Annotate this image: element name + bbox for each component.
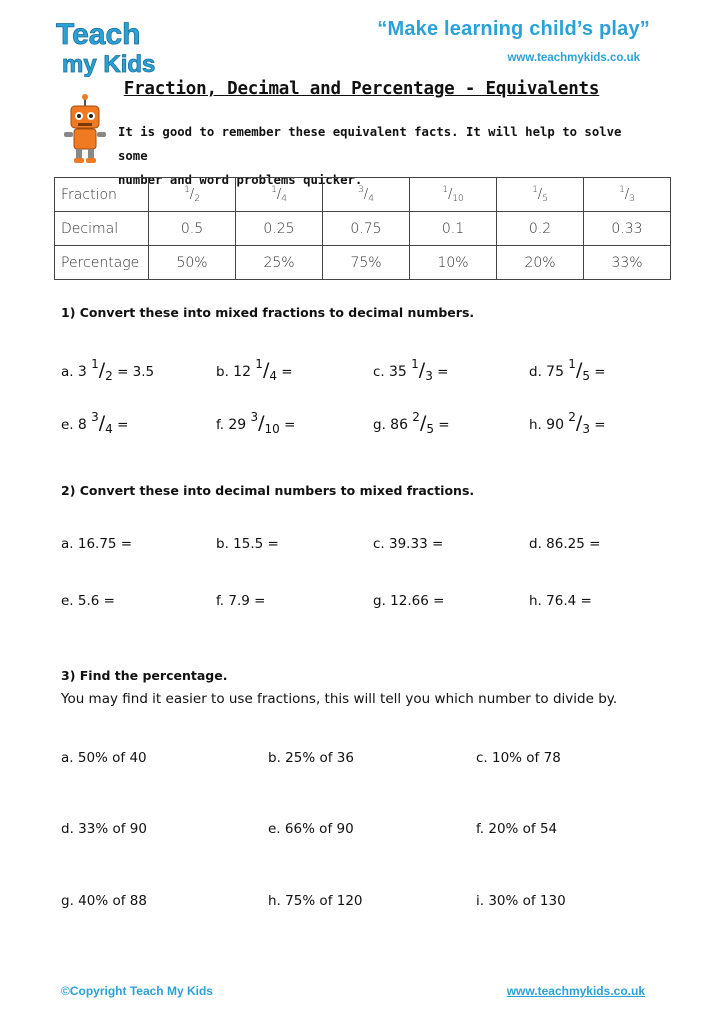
- footer-link[interactable]: www.teachmykids.co.uk: [506, 984, 645, 998]
- s1-question-e: e. 8 3/4 =: [61, 410, 129, 436]
- s3-question-e: e. 66% of 90: [268, 821, 354, 837]
- tagline: “Make learning child’s play”: [377, 18, 650, 40]
- table-cell: $^1/_3$: [584, 178, 671, 212]
- row-label: Percentage: [55, 246, 149, 280]
- table-cell: 50%: [149, 246, 236, 280]
- teach-my-kids-logo: [52, 15, 170, 77]
- table-cell: 0.25: [236, 212, 323, 246]
- logo-top-text: Teach: [56, 18, 141, 51]
- table-cell: 0.1: [410, 212, 497, 246]
- logo-bottom-text: my Kids: [62, 51, 156, 77]
- s3-question-i: i. 30% of 130: [476, 893, 566, 909]
- s3-question-d: d. 33% of 90: [61, 821, 147, 837]
- equivalents-table: [54, 177, 671, 280]
- section-3-subtext: You may find it easier to use fractions, this will tell you which number to divide by.: [61, 691, 618, 707]
- table-cell: 20%: [497, 246, 584, 280]
- table-cell: 10%: [410, 246, 497, 280]
- section-1-heading: 1) Convert these into mixed fractions to decimal numbers.: [61, 305, 475, 320]
- s2-question-c: c. 39.33 =: [373, 536, 444, 552]
- s2-question-e: e. 5.6 =: [61, 593, 115, 609]
- site-url-header: www.teachmykids.co.uk: [507, 52, 640, 64]
- s1-question-c: c. 35 1/3 =: [373, 357, 449, 383]
- table-cell: 25%: [236, 246, 323, 280]
- s3-question-b: b. 25% of 36: [268, 750, 354, 766]
- table-cell: 0.75: [323, 212, 410, 246]
- intro-line-2: number and word problems quicker.: [118, 173, 363, 187]
- table-cell: 0.2: [497, 212, 584, 246]
- table-row-decimal: [55, 212, 671, 246]
- intro-line-1: It is good to remember these equivalent facts. It will help to solve some: [118, 125, 622, 163]
- s1-question-a: a. 3 1/2 = 3.5: [61, 357, 155, 383]
- table-cell: 33%: [584, 246, 671, 280]
- section-3-heading: 3) Find the percentage.: [61, 668, 228, 683]
- s1-question-d: d. 75 1/5 =: [529, 357, 606, 383]
- s2-question-b: b. 15.5 =: [216, 536, 279, 552]
- row-label: Fraction: [55, 178, 149, 212]
- s3-question-g: g. 40% of 88: [61, 893, 147, 909]
- s2-question-d: d. 86.25 =: [529, 536, 601, 552]
- s1-question-h: h. 90 2/3 =: [529, 410, 606, 436]
- s3-question-f: f. 20% of 54: [476, 821, 558, 837]
- s2-question-f: f. 7.9 =: [216, 593, 266, 609]
- s3-question-c: c. 10% of 78: [476, 750, 561, 766]
- s2-question-h: h. 76.4 =: [529, 593, 592, 609]
- table-cell: 75%: [323, 246, 410, 280]
- table-cell: $^1/_5$: [497, 178, 584, 212]
- table-cell: $^1/_4$: [236, 178, 323, 212]
- table-row-fraction: [55, 178, 671, 212]
- s1-question-b: b. 12 1/4 =: [216, 357, 293, 383]
- s1-question-f: f. 29 3/10 =: [216, 410, 296, 436]
- s3-question-a: a. 50% of 40: [61, 750, 147, 766]
- s2-question-g: g. 12.66 =: [373, 593, 445, 609]
- footer-copyright: ©Copyright Teach My Kids: [61, 984, 213, 998]
- table-cell: 0.5: [149, 212, 236, 246]
- robot-icon: [62, 94, 108, 164]
- s1-question-g: g. 86 2/5 =: [373, 410, 450, 436]
- table-row-percentage: [55, 246, 671, 280]
- row-label: Decimal: [55, 212, 149, 246]
- page-title: Fraction, Decimal and Percentage - Equivalents: [123, 79, 600, 99]
- table-cell: $^1/_2$: [149, 178, 236, 212]
- table-cell: 0.33: [584, 212, 671, 246]
- section-2-heading: 2) Convert these into decimal numbers to mixed fractions.: [61, 483, 475, 498]
- table-cell: $^3/_4$: [323, 178, 410, 212]
- s3-question-h: h. 75% of 120: [268, 893, 363, 909]
- s2-question-a: a. 16.75 =: [61, 536, 133, 552]
- table-cell: $^1/_{10}$: [410, 178, 497, 212]
